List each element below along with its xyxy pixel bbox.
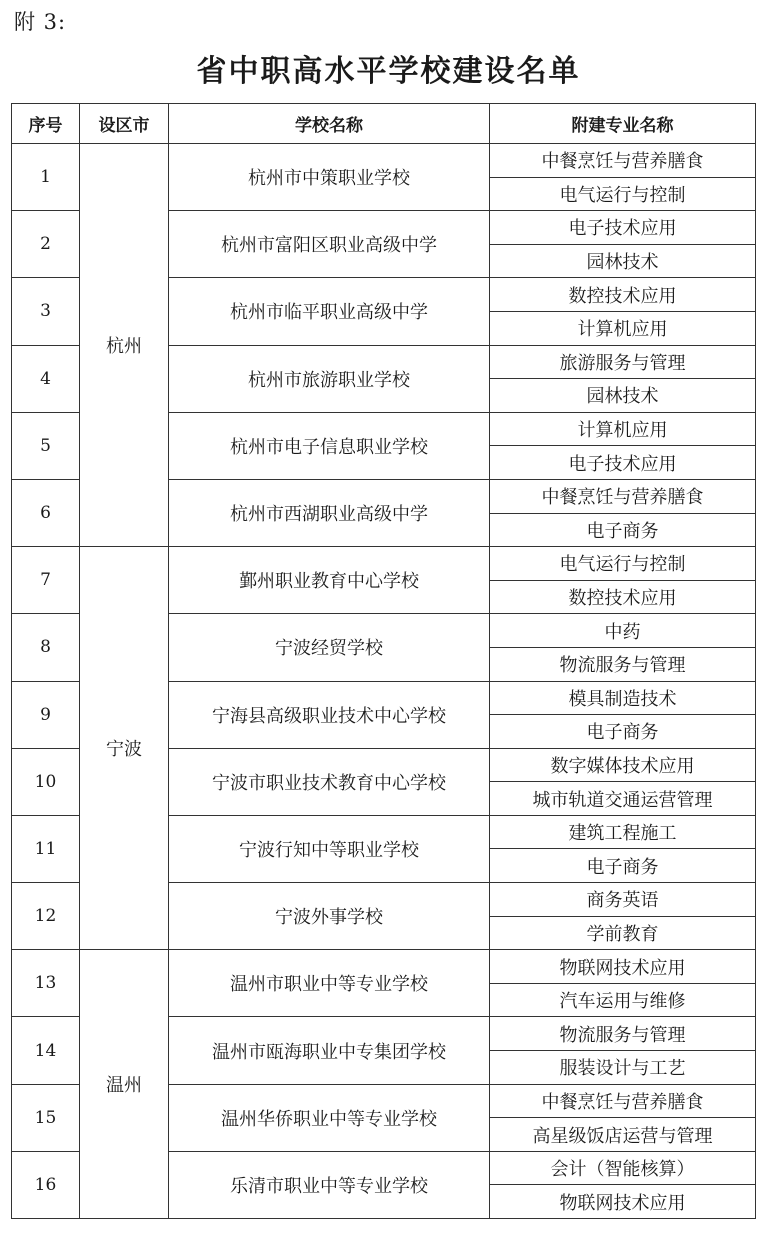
school-index: 15	[12, 1084, 80, 1151]
school-index: 8	[12, 614, 80, 681]
major-name: 中餐烹饪与营养膳食	[490, 1084, 756, 1118]
page-title: 省中职高水平学校建设名单	[196, 54, 581, 89]
header-school: 学校名称	[169, 104, 490, 144]
major-name: 数控技术应用	[490, 278, 756, 312]
school-name: 杭州市临平职业高级中学	[169, 278, 490, 345]
school-name: 鄞州职业教育中心学校	[169, 547, 490, 614]
major-name: 物联网技术应用	[490, 1185, 756, 1219]
school-name: 温州市瓯海职业中专集团学校	[169, 1017, 490, 1084]
major-name: 旅游服务与管理	[490, 345, 756, 379]
school-name: 乐清市职业中等专业学校	[169, 1151, 490, 1218]
table-row	[12, 144, 756, 178]
major-name: 电子技术应用	[490, 211, 756, 245]
major-name: 商务英语	[490, 883, 756, 917]
school-name: 宁波外事学校	[169, 883, 490, 950]
major-name: 电子技术应用	[490, 446, 756, 480]
major-name: 中药	[490, 614, 756, 648]
school-index: 11	[12, 815, 80, 882]
major-name: 电子商务	[490, 715, 756, 749]
major-name: 城市轨道交通运营管理	[490, 782, 756, 816]
table-row	[12, 950, 756, 984]
major-name: 数字媒体技术应用	[490, 748, 756, 782]
school-index: 1	[12, 144, 80, 211]
major-name: 园林技术	[490, 244, 756, 278]
city-cell: 宁波	[80, 547, 169, 950]
table-row	[12, 547, 756, 581]
school-index: 14	[12, 1017, 80, 1084]
major-name: 园林技术	[490, 379, 756, 413]
major-name: 物流服务与管理	[490, 1017, 756, 1051]
school-index: 3	[12, 278, 80, 345]
major-name: 电气运行与控制	[490, 547, 756, 581]
major-name: 数控技术应用	[490, 580, 756, 614]
major-name: 服装设计与工艺	[490, 1051, 756, 1085]
school-name: 宁波经贸学校	[169, 614, 490, 681]
school-name: 杭州市西湖职业高级中学	[169, 479, 490, 546]
school-name: 宁海县高级职业技术中心学校	[169, 681, 490, 748]
table-body	[12, 144, 756, 1219]
major-name: 高星级饭店运营与管理	[490, 1118, 756, 1152]
school-name: 杭州市旅游职业学校	[169, 345, 490, 412]
major-name: 汽车运用与维修	[490, 983, 756, 1017]
major-name: 会计（智能核算）	[490, 1151, 756, 1185]
school-name: 宁波行知中等职业学校	[169, 815, 490, 882]
school-name: 温州市职业中等专业学校	[169, 950, 490, 1017]
major-name: 电气运行与控制	[490, 177, 756, 211]
school-index: 10	[12, 748, 80, 815]
header-majors: 附建专业名称	[490, 104, 756, 144]
school-list-table	[11, 103, 756, 1219]
city-cell: 杭州	[80, 144, 169, 547]
school-index: 13	[12, 950, 80, 1017]
major-name: 学前教育	[490, 916, 756, 950]
school-index: 7	[12, 547, 80, 614]
city-cell: 温州	[80, 950, 169, 1219]
header-index: 序号	[12, 104, 80, 144]
school-index: 4	[12, 345, 80, 412]
major-name: 中餐烹饪与营养膳食	[490, 144, 756, 178]
major-name: 计算机应用	[490, 311, 756, 345]
major-name: 中餐烹饪与营养膳食	[490, 479, 756, 513]
school-name: 温州华侨职业中等专业学校	[169, 1084, 490, 1151]
major-name: 计算机应用	[490, 412, 756, 446]
school-name: 杭州市中策职业学校	[169, 144, 490, 211]
school-index: 16	[12, 1151, 80, 1218]
annex-label: 附 3:	[14, 10, 67, 34]
school-index: 2	[12, 211, 80, 278]
school-index: 6	[12, 479, 80, 546]
school-index: 5	[12, 412, 80, 479]
school-name: 杭州市富阳区职业高级中学	[169, 211, 490, 278]
major-name: 建筑工程施工	[490, 815, 756, 849]
header-city: 设区市	[80, 104, 169, 144]
major-name: 物流服务与管理	[490, 647, 756, 681]
school-index: 9	[12, 681, 80, 748]
table-header-row	[12, 104, 756, 144]
major-name: 电子商务	[490, 513, 756, 547]
major-name: 电子商务	[490, 849, 756, 883]
major-name: 物联网技术应用	[490, 950, 756, 984]
school-name: 宁波市职业技术教育中心学校	[169, 748, 490, 815]
school-index: 12	[12, 883, 80, 950]
school-name: 杭州市电子信息职业学校	[169, 412, 490, 479]
major-name: 模具制造技术	[490, 681, 756, 715]
